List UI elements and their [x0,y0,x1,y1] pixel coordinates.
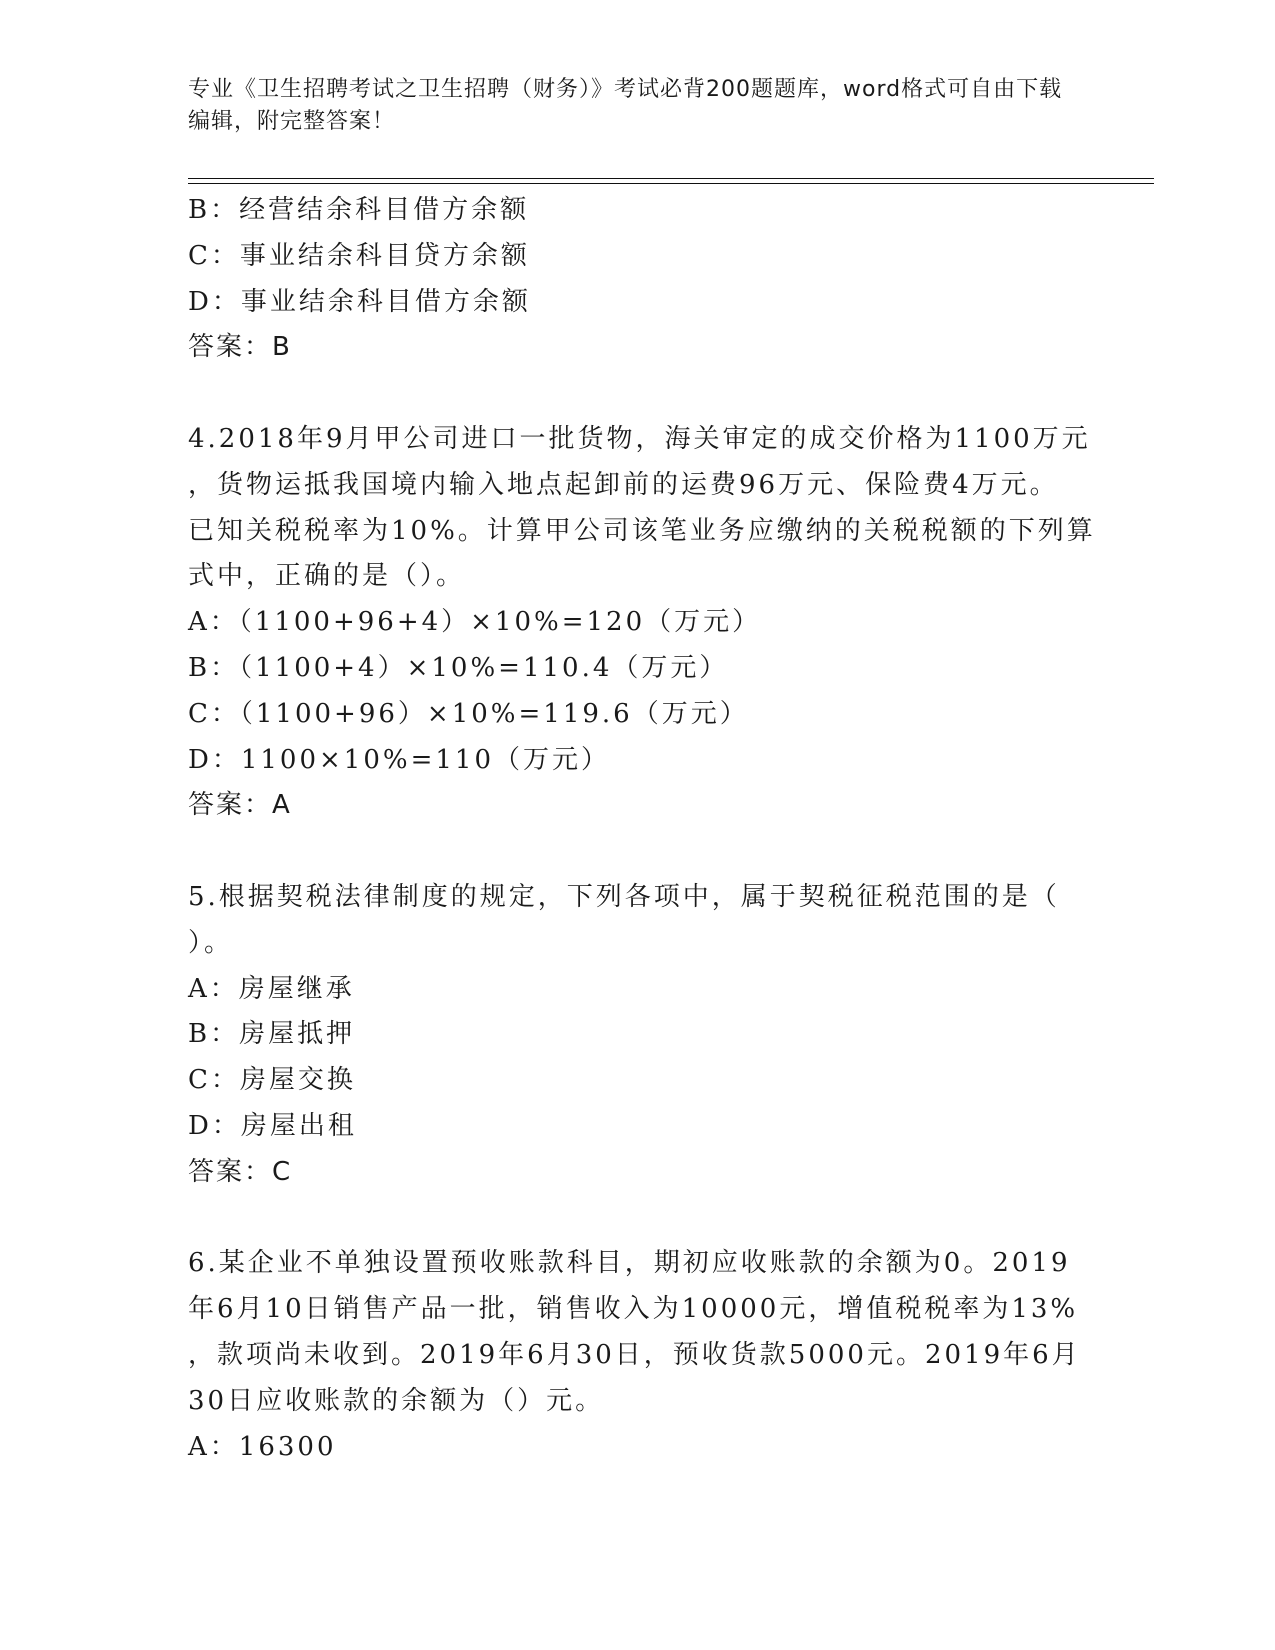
option-b: B：经营结余科目借方余额 [188,195,530,225]
question-stem-line: ，货物运抵我国境内输入地点起卸前的运费96万元、保险费4万元。 [188,469,1059,500]
answer: 答案：A [188,790,292,821]
question-stem-line: 4.2018年9月甲公司进口一批货物，海关审定的成交价格为1100万元 [188,423,1091,454]
question-4 [188,417,1096,829]
question-5 [188,875,1088,1196]
question-6 [188,1241,1088,1470]
question-stem-line: 30日应收账款的余额为（）元。 [188,1385,605,1416]
option-c: C：（1100+96）×10%=119.6（万元） [188,698,749,729]
option-b: B：（1100+4）×10%=110.4（万元） [188,652,729,683]
spacer [188,371,1088,417]
option-a: A：16300 [188,1431,337,1462]
question-stem-line: 5.根据契税法律制度的规定，下列各项中，属于契税征税范围的是（ [188,881,1060,912]
option-d: D：房屋出租 [188,1110,357,1141]
document-header: 专业《卫生招聘考试之卫生招聘（财务）》考试必背200题题库，word格式可自由下载编辑，附完整答案！ [188,77,1063,134]
header-divider-top [188,178,1154,179]
option-c: C：事业结余科目贷方余额 [188,240,530,271]
question-list [188,188,1096,1470]
option-a: A：（1100+96+4）×10%=120（万元） [188,607,762,638]
header-divider-bottom [188,183,1154,184]
question-stem-line: 年6月10日销售产品一批，销售收入为10000元，增值税税率为13% [188,1294,1079,1325]
question-stem-line: 6.某企业不单独设置预收账款科目，期初应收账款的余额为0。2019 [188,1248,1071,1279]
answer: 答案：C [188,1156,293,1187]
question-stem-line: 已知关税税率为10%。计算甲公司该笔业务应缴纳的关税税额的下列算 [188,515,1096,546]
question-3-fragment [188,188,1088,371]
option-a: A：房屋继承 [188,973,355,1004]
question-stem-line: ，款项尚未收到。2019年6月30日，预收货款5000元。2019年6月 [188,1339,1081,1370]
option-c: C：房屋交换 [188,1065,356,1096]
option-d: D：事业结余科目借方余额 [188,286,531,317]
question-stem-line: ）。 [188,927,234,958]
spacer [188,1196,1088,1242]
answer: 答案：B [188,332,292,363]
option-b: B：房屋抵押 [188,1019,356,1050]
question-stem-line: 式中，正确的是（）。 [188,561,466,592]
spacer [188,829,1088,875]
option-d: D：1100×10%=110（万元） [188,744,610,775]
